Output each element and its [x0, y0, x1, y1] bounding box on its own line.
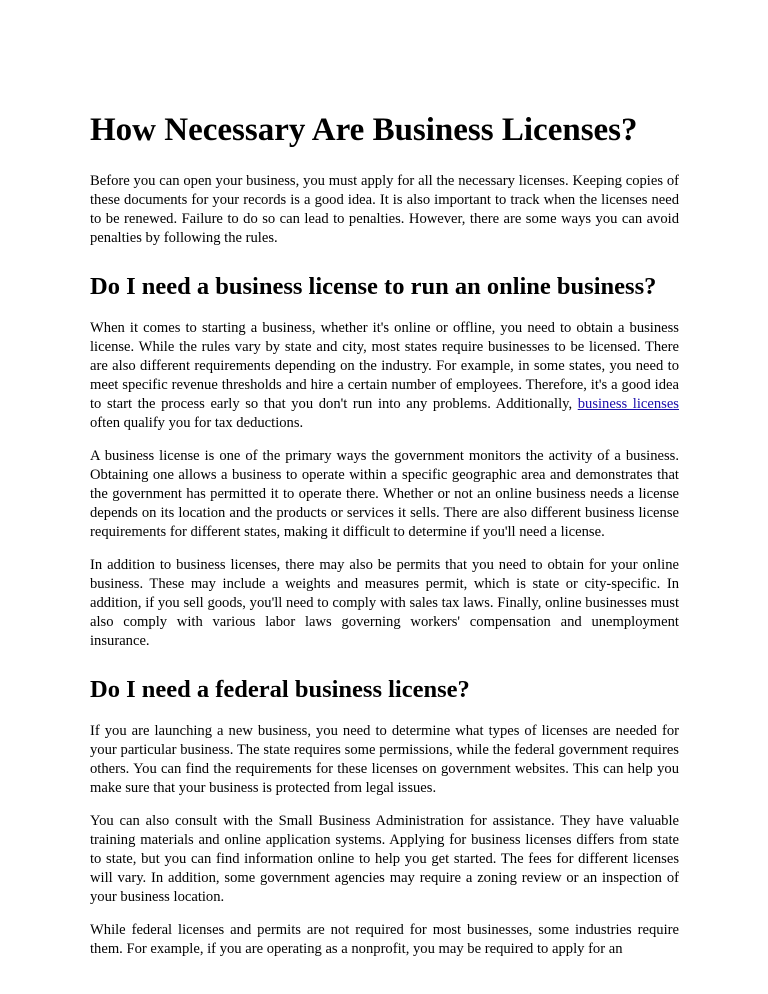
paragraph: While federal licenses and permits are not required for most businesses, some industries require them. For example, if you are operating as a nonprofit, you may be required to apply for an [90, 922, 679, 957]
paragraph-text: often qualify you for tax deductions. [90, 415, 304, 431]
paragraph: In addition to business licenses, there may also be permits that you need to obtain for your online business. These may include a weights and measures permit, which is state or city-specific. In addition, if you sell goods, you'll need to comply with sales tax laws. Finally, online businesses must also comply with various labor laws governing workers' compensation and unemployment insurance. [90, 557, 679, 649]
paragraph [90, 319, 679, 433]
paragraph: If you are launching a new business, you need to determine what types of licenses are needed for your particular business. The state requires some permissions, while the federal government requires others. You can find the requirements for these licenses on government websites. This can help you make sure that your business is protected from legal issues. [90, 723, 679, 796]
page-title: How Necessary Are Business Licenses? [90, 112, 638, 148]
section-heading-federal-license: Do I need a federal business license? [90, 676, 470, 703]
business-licenses-link[interactable]: business licenses [577, 396, 679, 412]
document-page [90, 110, 679, 973]
paragraph: A business license is one of the primary ways the government monitors the activity of a business. Obtaining one allows a business to operate within a specific geographic area and demonstrates that the government has permitted it to operate there. Whether or not an online business needs a license depends on its location and the products or services it sells. There are also different business license requirements for different states, making it difficult to determine if you'll need a license. [90, 448, 679, 540]
intro-paragraph: Before you can open your business, you must apply for all the necessary licenses. Keeping copies of these documents for your records is a good idea. It is also important to track when the licenses need to be renewed. Failure to do so can lead to penalties. However, there are some ways you can avoid penalties by following the rules. [90, 173, 679, 246]
section-heading-online-business: Do I need a business license to run an online business? [90, 273, 657, 300]
paragraph: You can also consult with the Small Business Administration for assistance. They have valuable training materials and online application systems. Applying for business licenses differs from state to state, but you can find information online to help you get started. The fees for different licenses will vary. In addition, some government agencies may require a zoning review or an inspection of your business location. [90, 813, 679, 905]
paragraph-text: When it comes to starting a business, whether it's online or offline, you need to obtain a business license. While the rules vary by state and city, most states require businesses to be licensed. There are also different requirements depending on the industry. For example, in some states, you need to meet specific revenue thresholds and hire a certain number of employees. Therefore, it's a good idea to start the process early so that you don't run into any problems. Additionally, [90, 320, 679, 412]
